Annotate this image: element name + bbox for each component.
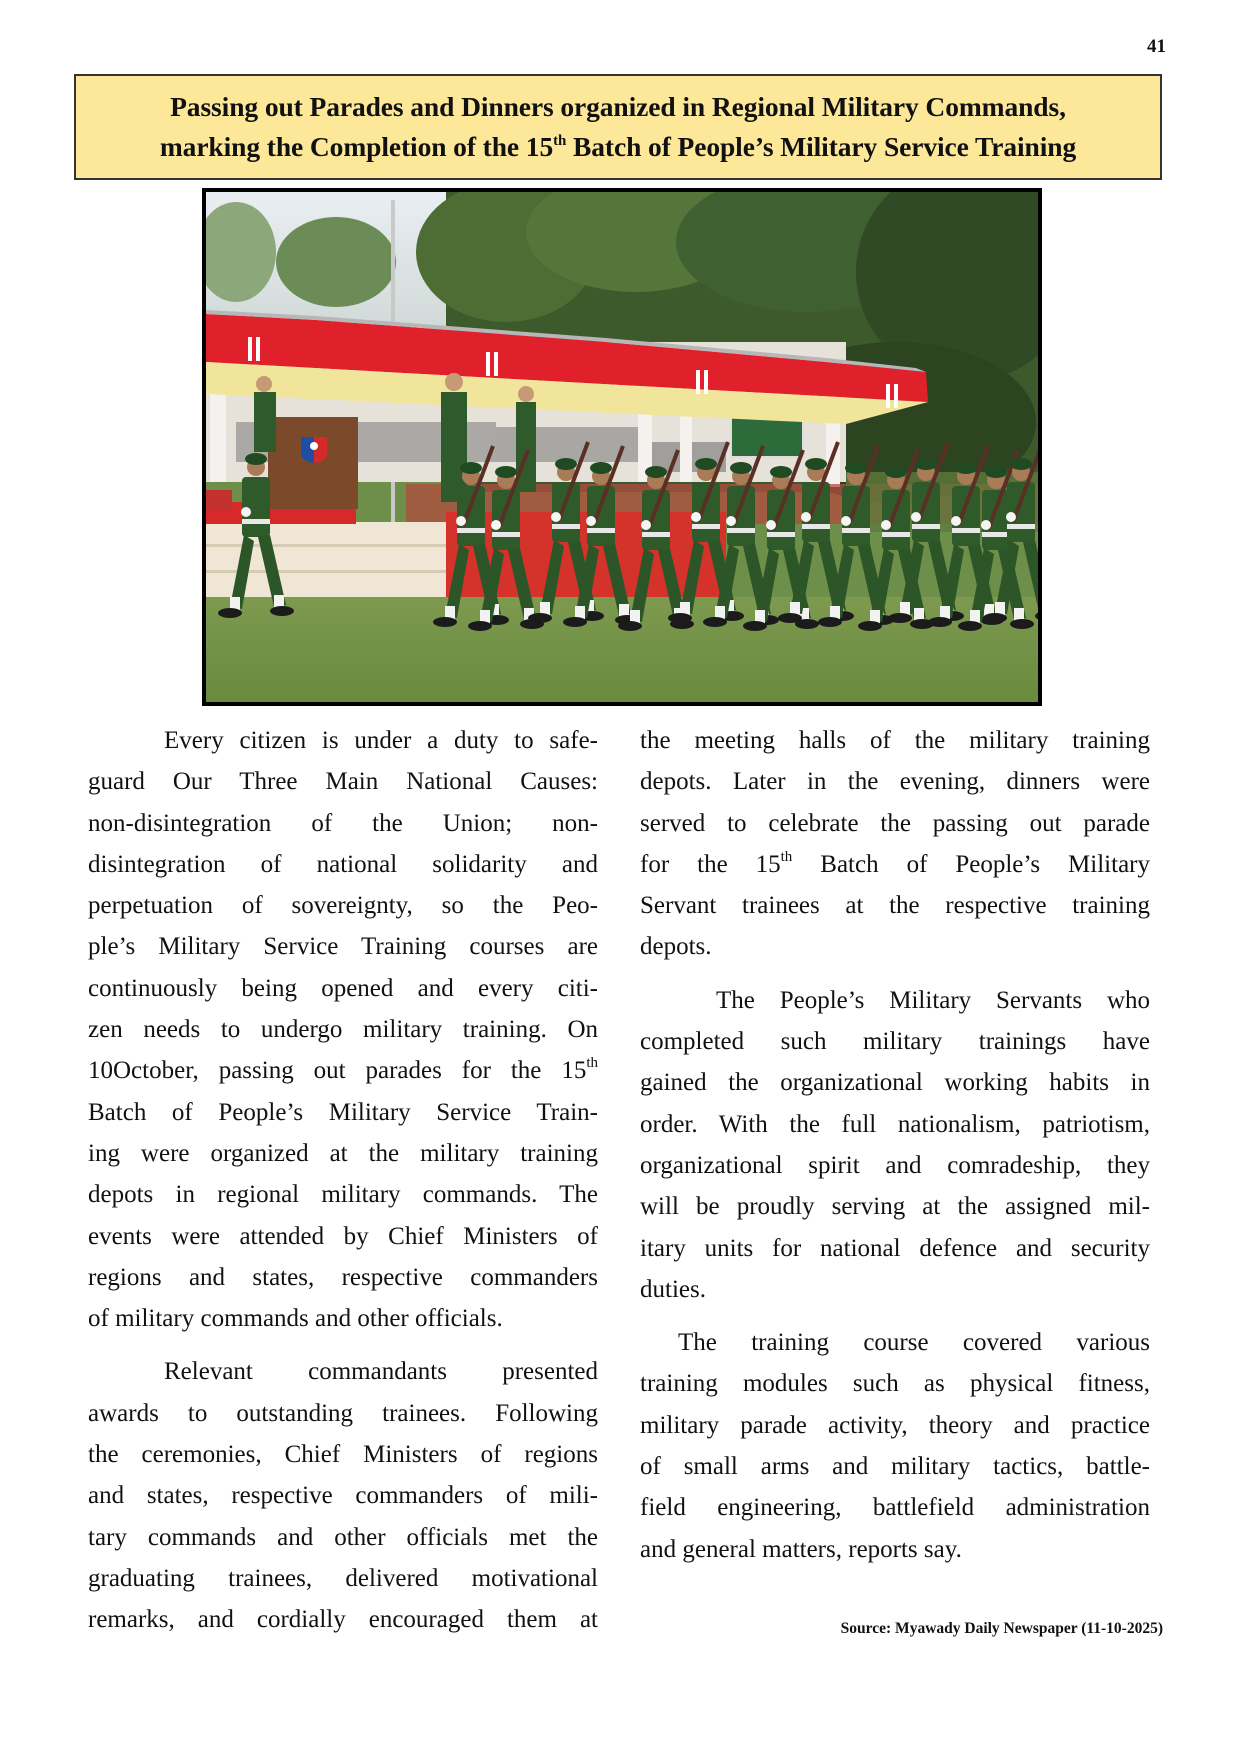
text-line: completed such military trainings have	[640, 1028, 1150, 1056]
text-line: guard Our Three Main National Causes:	[88, 768, 598, 796]
text-line: order. With the full nationalism, patriotism,	[640, 1110, 1150, 1138]
text-line: tary commands and other officials met the	[88, 1523, 598, 1551]
paragraph-duty	[88, 720, 598, 1339]
text-line: served to celebrate the passing out parade	[640, 809, 1150, 837]
text-line: of small arms and military tactics, battle-	[640, 1453, 1150, 1481]
text-line: organizational spirit and comradeship, they	[640, 1151, 1150, 1179]
ordinal-suffix: th	[780, 848, 793, 865]
text-line: Every citizen is under a duty to safe-	[164, 727, 598, 754]
text-line: regions and states, respective commanders	[88, 1263, 598, 1291]
paragraph-awards	[88, 1351, 598, 1640]
text-line: military parade activity, theory and practice	[640, 1411, 1150, 1439]
ordinal-suffix: th	[586, 1055, 598, 1072]
text-line: will be proudly serving at the assigned mil-	[640, 1193, 1150, 1221]
photo-illustration-icon	[206, 192, 1038, 702]
text-line: remarks, and cordially encouraged them at	[88, 1606, 598, 1634]
text-line: perpetuation of sovereignty, so the Peo-	[88, 892, 598, 920]
headline-ordinal-suffix: th	[553, 133, 567, 149]
text-line-with-ordinal	[88, 1050, 598, 1091]
paragraph-servants	[640, 980, 1150, 1310]
text-line: awards to outstanding trainees. Following	[88, 1399, 598, 1427]
text-line: The People’s Military Servants who	[716, 986, 1150, 1014]
text-line: itary units for national defence and security	[640, 1234, 1150, 1262]
text-line: gained the organizational working habits in	[640, 1069, 1150, 1097]
text-line-end: Batch of People’s Military	[792, 850, 1150, 878]
article-column-right	[640, 720, 1150, 1570]
text-line: depots in regional military commands. The	[88, 1181, 598, 1209]
text-line-start: 10October, passing out parades for the 15	[88, 1057, 587, 1085]
article-column-left	[88, 720, 598, 1641]
text-line: ple’s Military Service Training courses are	[88, 933, 598, 961]
text-line: zen needs to undergo military training. On	[88, 1016, 598, 1044]
text-line: depots. Later in the evening, dinners were	[640, 768, 1150, 796]
text-line-with-ordinal	[640, 844, 1150, 885]
text-line: The training course covered various	[678, 1329, 1150, 1357]
text-line: graduating trainees, delivered motivational	[88, 1564, 598, 1592]
text-line: Servant trainees at the respective training	[640, 892, 1150, 920]
source-credit: Source: Myawady Daily Newspaper (11-10-2025)	[840, 1620, 1163, 1637]
headline-line-2-start: marking the Completion of the 15	[159, 131, 554, 162]
text-line: events were attended by Chief Ministers of	[88, 1222, 598, 1250]
page-number: 41	[1147, 36, 1166, 57]
text-line: continuously being opened and every citi-	[88, 974, 598, 1002]
headline-line-1: Passing out Parades and Dinners organized in Regional Military Commands,	[170, 91, 1066, 122]
text-line: field engineering, battlefield administration	[640, 1494, 1150, 1522]
text-line: duties.	[640, 1275, 706, 1303]
text-line: disintegration of national solidarity and	[88, 850, 598, 878]
text-line: ing were organized at the military training	[88, 1139, 598, 1167]
headline-line-2-end: Batch of People’s Military Service Training	[566, 131, 1077, 162]
text-line: depots.	[640, 933, 712, 961]
text-line: the meeting halls of the military training	[640, 727, 1150, 754]
text-line: of military commands and other officials.	[88, 1305, 503, 1333]
text-line: non-disintegration of the Union; non-	[88, 809, 598, 837]
paragraph-dinners	[640, 720, 1150, 968]
parade-photo	[202, 188, 1042, 706]
headline-line-2	[160, 127, 1076, 167]
podium	[268, 417, 358, 509]
text-line: Batch of People’s Military Service Train-	[88, 1098, 598, 1126]
text-line: and states, respective commanders of mili-	[88, 1482, 598, 1510]
paragraph-modules	[640, 1322, 1150, 1570]
text-line-start: for the 15	[640, 850, 781, 878]
text-line: the ceremonies, Chief Ministers of regions	[88, 1441, 598, 1469]
text-line: and general matters, reports say.	[640, 1535, 962, 1563]
headline-box	[74, 74, 1162, 180]
text-line: training modules such as physical fitness,	[640, 1370, 1150, 1398]
text-line: Relevant commandants presented	[164, 1358, 598, 1386]
